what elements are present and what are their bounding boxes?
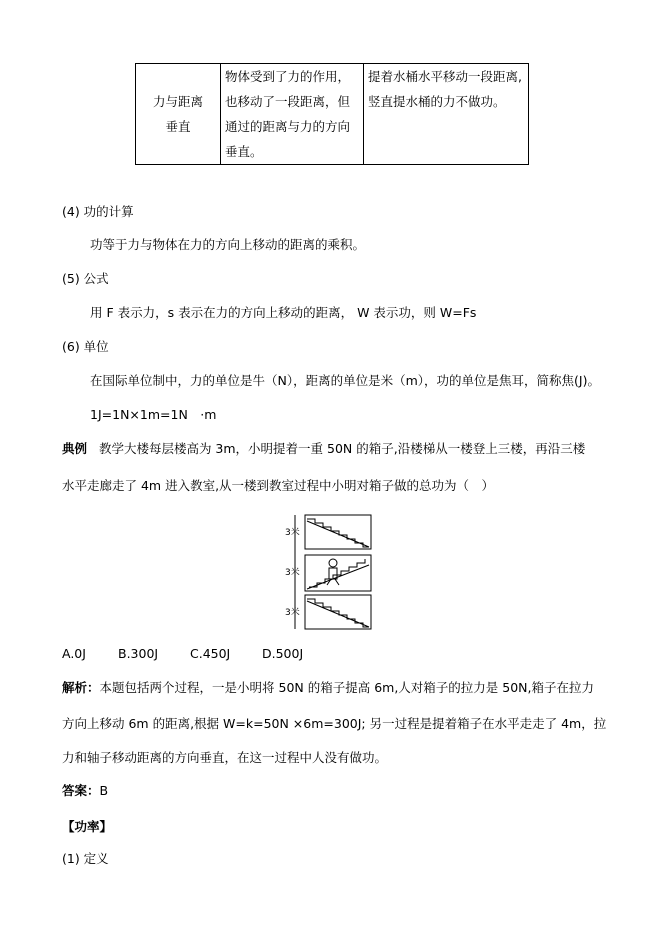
option-a: A.0J [62, 646, 86, 661]
analysis-line: 方向上移动 6m 的距离,根据 W=k=50N ×6m=300J; 另一过程是提着箱子在水平走走了 4m，拉 [62, 716, 607, 731]
answer-label: 答案： [62, 783, 100, 798]
cell-text: 垂直 [165, 119, 191, 134]
table-cell-example: 提着水桶水平移动一段距离,竖直提水桶的力不做功。 [364, 64, 529, 165]
section-heading: (4) 功的计算 [62, 204, 134, 219]
floor-height-label: 3米 [285, 528, 300, 538]
work-conditions-table [135, 63, 529, 165]
floor-height-label: 3米 [285, 568, 300, 578]
table-cell-description: 物体受到了力的作用，也移动了一段距离，但通过的距离与力的方向垂直。 [221, 64, 364, 165]
option-d: D.500J [262, 646, 304, 661]
floor-height-label: 3米 [285, 608, 300, 618]
cell-text: 力与距离 [152, 94, 203, 109]
analysis-line [62, 680, 594, 696]
section-heading: (1) 定义 [62, 851, 109, 866]
answer-line [62, 783, 108, 799]
paragraph: 功等于力与物体在力的方向上移动的距离的乘积。 [90, 237, 366, 252]
example-line: 水平走廊走了 4m 进入教室,从一楼到教室过程中小明对箱子做的总功为（ ） [62, 478, 495, 493]
example-line [62, 441, 585, 457]
example-text: 教学大楼每层楼高为 3m，小明提着一重 50N 的箱子,沿楼梯从一楼登上三楼，再沿三楼 [98, 441, 586, 456]
example-label: 典例 [62, 441, 88, 456]
table-cell-condition [136, 64, 221, 165]
formula: 1J=1N×1m=1N ·m [90, 407, 217, 422]
paragraph: 在国际单位制中，力的单位是牛（N），距离的单位是米（m），功的单位是焦耳，简称焦(J)。 [90, 373, 600, 388]
analysis-label: 解析： [62, 680, 100, 695]
analysis-line: 力和轴子移动距离的方向垂直，在这一过程中人没有做功。 [62, 750, 388, 765]
power-heading: 【功率】 [62, 819, 113, 834]
analysis-text: 本题包括两个过程，一是小明将 50N 的箱子提高 6m,人对箱子的拉力是 50N,箱子在拉力 [99, 680, 594, 695]
paragraph: 用 F 表示力，s 表示在力的方向上移动的距离， W 表示功，则 W=Fs [90, 305, 477, 320]
section-heading: (5) 公式 [62, 271, 109, 286]
option-c: C.450J [190, 646, 231, 661]
answer-value: B [99, 783, 109, 798]
section-heading: (6) 单位 [62, 339, 109, 354]
option-b: B.300J [118, 646, 159, 661]
stairs-figure [285, 513, 375, 631]
